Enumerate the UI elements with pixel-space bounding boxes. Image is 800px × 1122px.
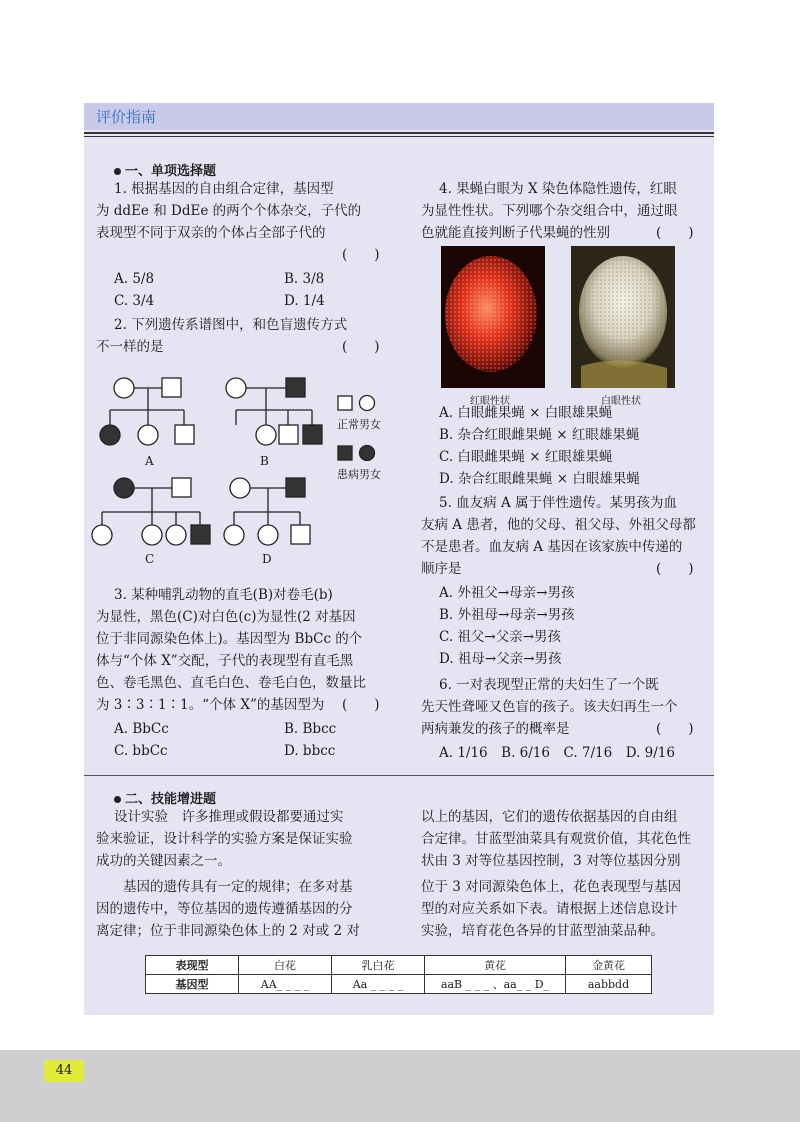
table-cell: 金黄花	[566, 956, 652, 975]
q6-line-3: 两病兼发的孩子的概率是	[421, 721, 570, 737]
pedigree-b	[226, 378, 322, 445]
table-row-header: 基因型	[146, 975, 239, 994]
q4-option-c: C. 白眼雌果蝇 × 红眼雄果蝇	[439, 449, 613, 465]
q4-line-2: 为显性性状。下列哪个杂交组合中，通过眼	[421, 203, 678, 219]
section2-title-text: 二、技能增进题	[125, 792, 217, 807]
q5-option-a: A. 外祖父→母亲→男孩	[439, 585, 575, 601]
table-cell: 黄花	[425, 956, 566, 975]
q1-option-c: C. 3/4	[114, 293, 155, 309]
page-number: 44	[44, 1060, 84, 1082]
q6-options: A. 1/16 B. 6/16 C. 7/16 D. 9/16	[439, 745, 675, 761]
q4-bracket: ( )	[656, 225, 694, 241]
s2-right-line-5: 型的对应关系如下表。请根据上述信息设计	[421, 901, 678, 917]
pedigree-label-c: C	[145, 552, 155, 566]
pedigree-label-a: A	[145, 454, 154, 468]
q5-line-1: 5. 血友病 A 属于伴性遗传。某男孩为血	[439, 495, 678, 511]
table-cell: Aa _ _ _ _	[332, 975, 425, 994]
caption-red-eye: 红眼性状	[470, 396, 510, 407]
pedigree-label-d: D	[262, 552, 272, 566]
page-title: 评价指南	[96, 108, 157, 126]
q3-bracket: ( )	[342, 697, 380, 713]
legend-normal-label: 正常男女	[337, 418, 381, 431]
q5-bracket: ( )	[656, 561, 694, 577]
table-cell: AA_ _ _ _	[239, 975, 332, 994]
q1-line-3: 表现型不同于双亲的个体占全部子代的	[96, 225, 326, 241]
s2-left-line-2: 验来验证，设计科学的实验方案是保证实验	[96, 831, 353, 847]
section1-title	[114, 160, 216, 179]
q6-bracket: ( )	[656, 721, 694, 737]
q5-line-3: 不是患者。血友病 A 基因在该家族中传递的	[421, 539, 683, 555]
q1-bracket: ( )	[342, 247, 380, 263]
q3-option-a: A. BbCc	[114, 721, 169, 737]
s2-right-line-1: 以上的基因，它们的遗传依据基因的自由组	[421, 809, 678, 825]
white-eye-photo	[571, 246, 675, 388]
q2-line-2: 不一样的是	[96, 339, 164, 355]
q3-option-c: C. bbCc	[114, 743, 168, 759]
pedigree-d	[224, 478, 310, 545]
q3-option-d: D. bbcc	[284, 743, 336, 759]
pedigree-a	[100, 378, 194, 445]
s2-right-line-4: 位于 3 对同源染色体上，花色表现型与基因	[421, 879, 682, 895]
q2-line-1: 2. 下列遗传系谱图中，和色盲遗传方式	[114, 317, 348, 333]
q3-line-2: 为显性，黑色(C)对白色(c)为显性(2 对基因	[96, 609, 356, 625]
q1-line-2: 为 ddEe 和 DdEe 的两个个体杂交，子代的	[96, 203, 362, 219]
section-divider	[84, 775, 714, 776]
q4-option-a: A. 白眼雌果蝇 × 白眼雄果蝇	[439, 405, 613, 421]
q2-bracket: ( )	[342, 339, 380, 355]
header-rule	[84, 132, 714, 134]
q3-line-5: 色、卷毛黑色、直毛白色、卷毛白色，数量比	[96, 675, 366, 691]
red-eye-photo	[441, 246, 545, 388]
table-row	[146, 975, 652, 994]
s2-left-line-4: 基因的遗传具有一定的规律；在多对基	[96, 879, 353, 895]
legend-affected-label: 患病男女	[337, 468, 381, 481]
q4-option-d: D. 杂合红眼雌果蝇 × 白眼雄果蝇	[439, 471, 640, 487]
header-band	[84, 103, 714, 130]
s2-right-line-6: 实验，培育花色各异的甘蓝型油菜品种。	[421, 923, 664, 939]
bullet-icon	[114, 168, 121, 175]
table-cell: 白花	[239, 956, 332, 975]
table-cell: aabbdd	[566, 975, 652, 994]
q5-option-c: C. 祖父→父亲→男孩	[439, 629, 562, 645]
bullet-icon	[114, 796, 121, 803]
q4-line-1: 4. 果蝇白眼为 X 染色体隐性遗传，红眼	[439, 181, 677, 197]
page-footer	[0, 1050, 800, 1122]
table-cell: aaB _ _ _ 、aa_ _ D_	[425, 975, 566, 994]
table-row	[146, 956, 652, 975]
pedigree-c	[92, 478, 210, 545]
pedigree-label-b: B	[260, 454, 269, 468]
q1-option-a: A. 5/8	[114, 271, 155, 287]
q5-line-2: 友病 A 患者，他的父母、祖父母、外祖父母都	[421, 517, 696, 533]
q4-option-b: B. 杂合红眼雌果蝇 × 红眼雄果蝇	[439, 427, 640, 443]
s2-left-line-3: 成功的关键因素之一。	[96, 853, 231, 869]
s2-right-line-3: 状由 3 对等位基因控制，3 对等位基因分别	[421, 853, 681, 869]
q6-line-1: 6. 一对表现型正常的夫妇生了一个既	[439, 677, 659, 693]
q6-line-2: 先天性聋哑又色盲的孩子。该夫妇再生一个	[421, 699, 678, 715]
caption-white-eye: 白眼性状	[601, 396, 641, 407]
q3-line-1: 3. 某种哺乳动物的直毛(B)对卷毛(b)	[114, 587, 333, 603]
s2-left-line-1: 设计实验 许多推理或假设都要通过实	[114, 809, 344, 825]
q5-option-b: B. 外祖母→母亲→男孩	[439, 607, 575, 623]
q3-option-b: B. Bbcc	[284, 721, 337, 737]
s2-left-line-5: 因的遗传中，等位基因的遗传遵循基因的分	[96, 901, 353, 917]
q1-option-b: B. 3/8	[284, 271, 325, 287]
q5-option-d: D. 祖母→父亲→男孩	[439, 651, 562, 667]
q1-option-d: D. 1/4	[284, 293, 325, 309]
s2-left-line-6: 离定律；位于非同源染色体上的 2 对或 2 对	[96, 923, 360, 939]
section2-title	[114, 788, 216, 807]
header-rule-thin	[84, 136, 714, 137]
q3-line-3: 位于非同源染色体上)。基因型为 BbCc 的个	[96, 631, 363, 647]
table-row-header: 表现型	[146, 956, 239, 975]
q1-line-1: 1. 根据基因的自由组合定律，基因型	[114, 181, 334, 197]
q3-line-6: 为 3∶3∶1∶1。“个体 X”的基因型为	[96, 697, 325, 713]
q4-line-3: 色就能直接判断子代果蝇的性别	[421, 225, 610, 241]
s2-right-line-2: 合定律。甘蓝型油菜具有观赏价值，其花色性	[421, 831, 691, 847]
table-cell: 乳白花	[332, 956, 425, 975]
q3-line-4: 体与“个体 X”交配，子代的表现型有直毛黑	[96, 653, 354, 669]
section1-title-text: 一、单项选择题	[125, 164, 217, 179]
genotype-table	[145, 955, 652, 994]
q5-line-4: 顺序是	[421, 561, 462, 577]
